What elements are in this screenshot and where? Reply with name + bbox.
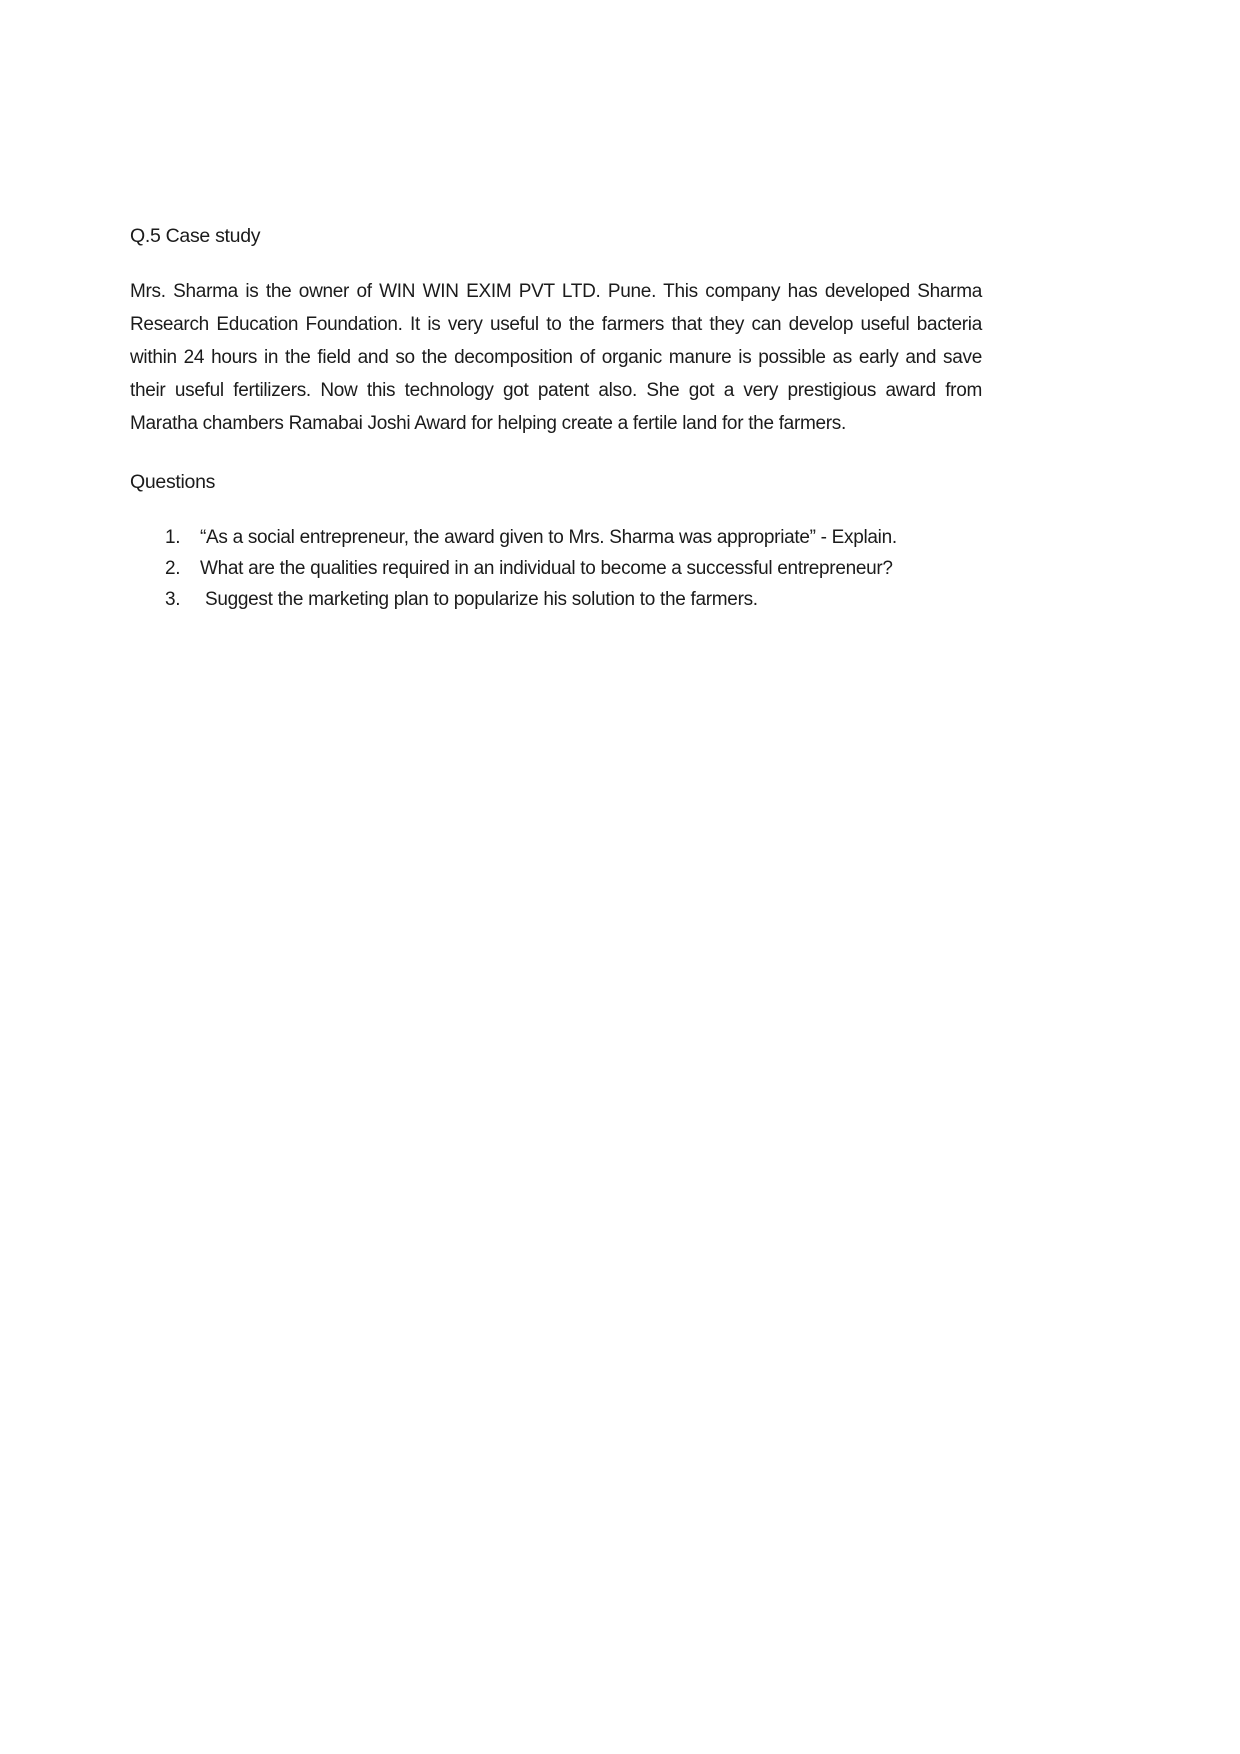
case-study-paragraph: Mrs. Sharma is the owner of WIN WIN EXIM PVT LTD. Pune. This company has developed Sharma Research Education Foundation. It is very useful to the farmers that they can develop useful bacteria within 24 hours in the field and so the decomposition of organic manure is possible as early and save their useful fertilizers. Now this technology got patent also. She got a very prestigious award from Maratha chambers Ramabai Joshi Award for helping create a fertile land for the farmers.: [130, 281, 982, 434]
question-item-3: [130, 584, 982, 615]
question-item-1: [130, 522, 982, 553]
question-number: 1.: [165, 527, 181, 548]
question-item-2: [130, 553, 982, 584]
question-text: Suggest the marketing plan to popularize his solution to the farmers.: [200, 589, 758, 610]
questions-heading: Questions: [130, 471, 216, 493]
question-number: 2.: [165, 558, 181, 579]
questions-list: [130, 522, 982, 615]
document-content: [130, 220, 982, 615]
question-text: “As a social entrepreneur, the award given to Mrs. Sharma was appropriate” - Explain.: [200, 527, 897, 548]
case-study-heading: Q.5 Case study: [130, 225, 261, 247]
question-number: 3.: [165, 589, 181, 610]
question-text: What are the qualities required in an individual to become a successful entrepreneur?: [200, 558, 893, 579]
